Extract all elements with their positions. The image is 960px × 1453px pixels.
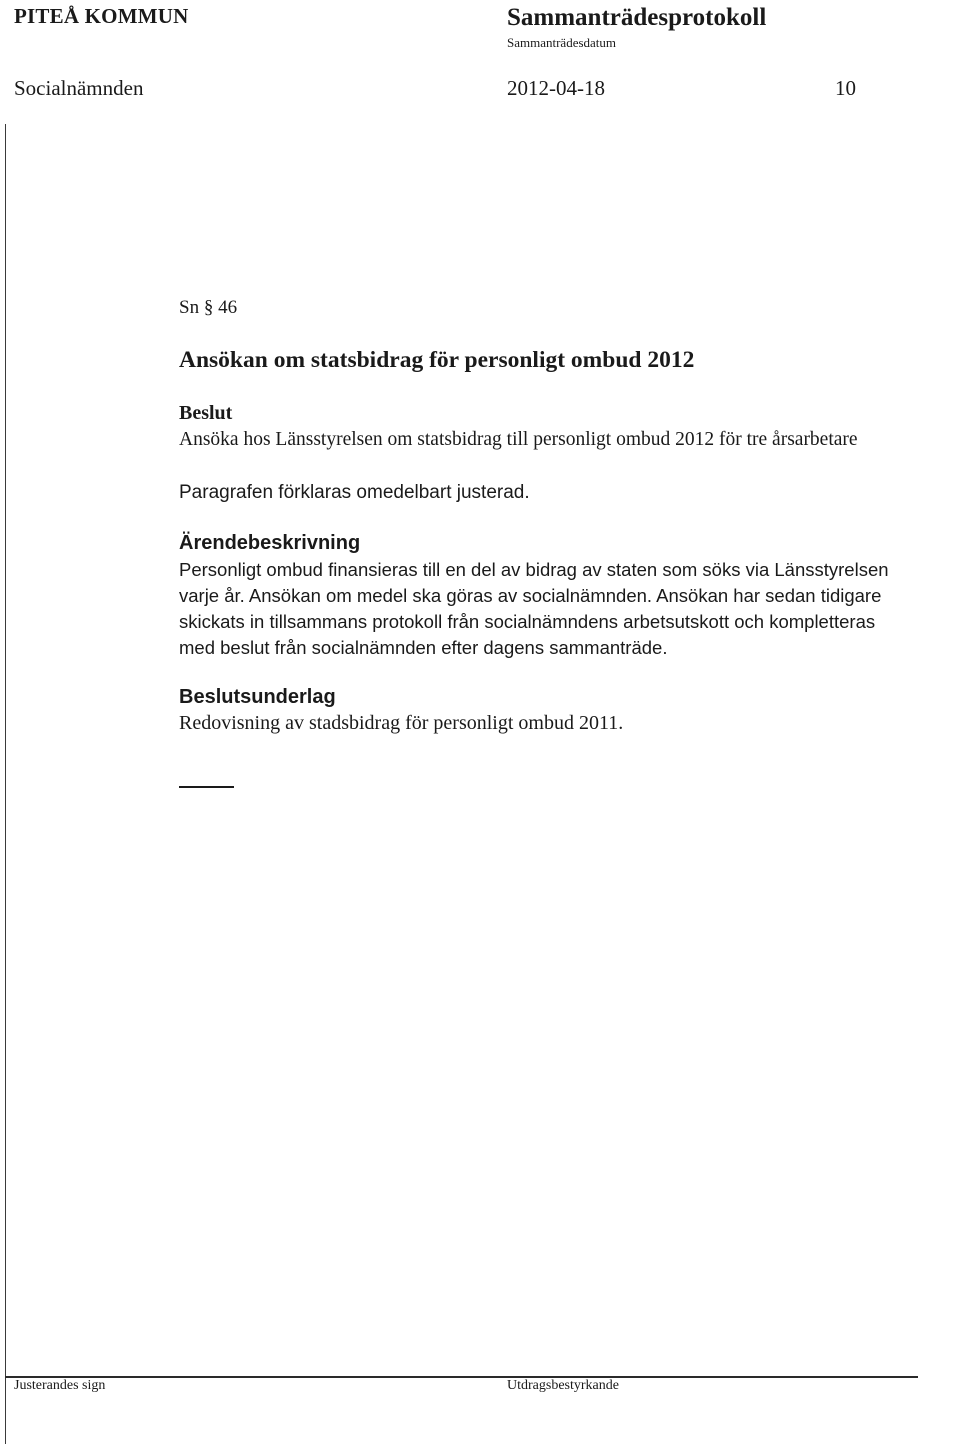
certification-label: Utdragsbestyrkande [507,1378,619,1393]
meeting-date-label: Sammanträdesdatum [507,35,617,50]
footer-rule [5,1376,918,1378]
decision-heading: Beslut [179,402,233,424]
meeting-date: 2012-04-18 [507,76,605,100]
description-line: Personligt ombud finansieras till en del av bidrag av staten som söks via Länsstyrelsen [179,559,889,580]
left-margin-rule [5,124,6,1444]
section-number: Sn § 46 [179,297,238,318]
signature-label: Justerandes sign [14,1378,106,1393]
section-end-rule [179,786,234,788]
description-line: med beslut från socialnämnden efter dagens sammanträde. [179,637,668,658]
basis-text: Redovisning av stadsbidrag för personligt ombud 2011. [179,712,624,734]
description-line: skickats in tillsammans protokoll från socialnämndens arbetsutskott och kompletteras [179,611,876,632]
description-heading: Ärendebeskrivning [179,532,361,554]
basis-heading: Beslutsunderlag [179,686,336,708]
item-title: Ansökan om statsbidrag för personligt ombud 2012 [179,347,695,373]
document-type-title: Sammanträdesprotokoll [507,4,767,31]
page-number: 10 [835,76,856,100]
description-line: varje år. Ansökan om medel ska göras av socialnämnden. Ansökan har sedan tidigare [179,585,882,606]
organization-name: PITEÅ KOMMUN [14,4,189,28]
adjustment-text: Paragrafen förklaras omedelbart justerad. [179,482,530,503]
decision-text: Ansöka hos Länsstyrelsen om statsbidrag till personligt ombud 2012 för tre årsarbetare [179,429,858,450]
description-paragraph [179,557,959,661]
committee-name: Socialnämnden [14,76,144,100]
